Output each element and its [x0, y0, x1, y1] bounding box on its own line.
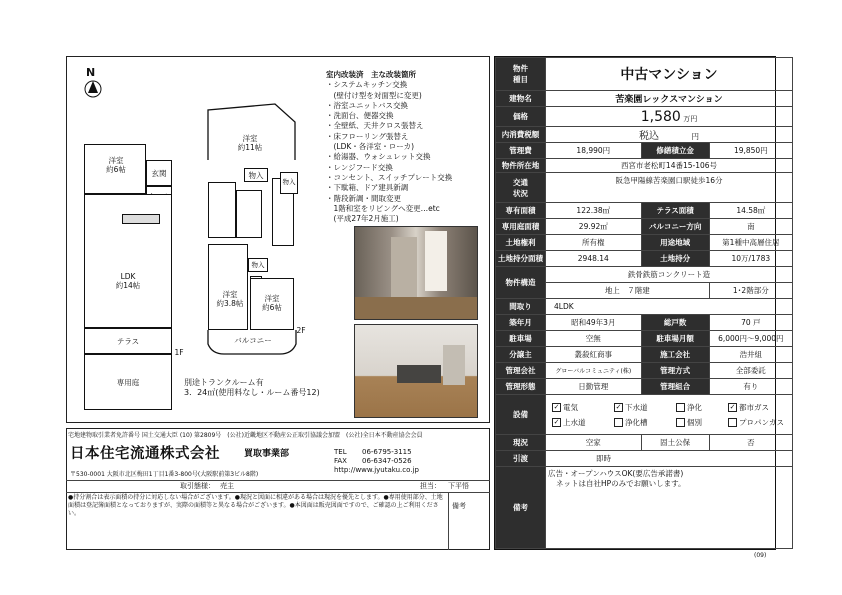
separator [66, 480, 490, 481]
layout: 4LDK [546, 299, 793, 315]
contact-label: 担当： [420, 482, 441, 490]
kind-label: 物件 種目 [496, 58, 546, 91]
price-cell [546, 107, 793, 127]
room-study-label: 洋室 約6帖 [262, 294, 282, 312]
renovation-item: (平成27年2月施工) [326, 214, 399, 224]
mgmt-fee: 18,990円 [546, 143, 642, 159]
separator [66, 492, 490, 493]
kitchen-counter [122, 214, 160, 224]
zoning: 第1種中高層住居 [709, 235, 792, 251]
room-western-b-label: 洋室 約11帖 [237, 134, 263, 152]
checkbox-icon: ✓ [553, 403, 560, 411]
renovation-item: (壁付け型を対面型に変更) [326, 90, 422, 100]
renovation-item: ・コンセント、スイッチプレート交換 [326, 172, 453, 182]
floor-mark-2f: 2F [296, 326, 306, 335]
tel-number: 06-6795-3115 [362, 448, 412, 456]
renovation-item: ・給湯器、ウォシュレット交換 [326, 152, 431, 162]
rights-label: 土地権利 [496, 235, 546, 251]
trunk-room-line1: 別途トランクルーム有 [184, 378, 264, 387]
guard: 否 [709, 435, 792, 451]
room-western-c-label: 洋室 約3.8帖 [216, 290, 244, 308]
address: 〒530-0001 大阪市北区梅田1丁目1番3-800号(大阪駅前第3ビル8階) [70, 471, 259, 478]
trunk-room-line2: 3．24㎡(使用料なし・ルーム番号12) [184, 388, 320, 397]
building-name: 苦楽園レックスマンション [546, 91, 793, 107]
price-unit: 万円 [683, 114, 698, 123]
photo-ldk [354, 324, 478, 418]
equip-item-label: 浄化 [687, 402, 702, 412]
license-line: 宅地建物取引業者免許番号 国土交通大臣 (10) 第2809号 (公社)近畿地区不動産公正取引協議会加盟 (公社)全日本不動産協会会員 [68, 432, 423, 439]
checkbox-icon [614, 418, 623, 427]
mgmt-label: 管理費 [496, 143, 546, 159]
checkbox-icon: ✓ [729, 403, 736, 411]
price-value: 1,580 [640, 108, 681, 125]
form-label: 管理形態 [496, 379, 546, 395]
area-label: 専有面積 [496, 203, 546, 219]
fax-number: 06-6347-0526 [362, 457, 412, 465]
mgmt-type: 全部委託 [709, 363, 792, 379]
parking-fee: 6,000円～9,000円 [709, 331, 792, 347]
tax-label: 内消費税額 [496, 127, 546, 143]
transaction-label: 取引態様： [180, 482, 215, 490]
floors-total: 地上 ７階建 [546, 283, 710, 299]
zone-label: 用途地域 [641, 235, 709, 251]
repair-fee: 19,850円 [709, 143, 792, 159]
balcony-direction: 南 [709, 219, 792, 235]
room-balcony-label: バルコニー [234, 336, 272, 345]
equip-item [614, 415, 676, 430]
checkbox-icon [676, 403, 685, 412]
address-label: 物件所在地 [496, 159, 546, 173]
property-kind: 中古マンション [546, 58, 793, 91]
tax-value: 税込 [639, 131, 660, 142]
equip-item [552, 415, 614, 430]
equip-item [552, 400, 614, 415]
property-address: 西宮市老松町14番15-106号 [546, 159, 793, 173]
equip-item [614, 400, 676, 415]
builder-label: 施工会社 [641, 347, 709, 363]
room-parking-label: 専用庭 [116, 378, 140, 387]
photo-hallway [354, 226, 478, 320]
status-label: 現況 [496, 435, 546, 451]
renovation-item: ・下駄箱、ドア建具新調 [326, 183, 409, 193]
bath [236, 190, 262, 238]
equip-item-label: 上水道 [563, 417, 586, 427]
tax-unit: 円 [691, 132, 699, 141]
room-ldk-label: LDK 約14帖 [115, 272, 141, 290]
equip-item-label: 個別 [687, 417, 702, 427]
equip-item [728, 400, 790, 415]
fax-label: FAX [334, 457, 347, 465]
garden-area: 29.92㎡ [546, 219, 642, 235]
transport: 阪急甲陽線苦楽園口駅徒歩16分 [546, 173, 793, 203]
remarks-line: ネットは自社HPのみでお願いします。 [556, 479, 686, 488]
direction-label: バルコニー方向 [641, 219, 709, 235]
land-area: 2948.14 [546, 251, 642, 267]
repair-label: 修繕積立金 [641, 143, 709, 159]
share-label: 土地持分 [641, 251, 709, 267]
floor-mark-1f: 1F [174, 348, 184, 357]
guard-label: 固土公保 [641, 435, 709, 451]
staff-label: 管理組合 [641, 379, 709, 395]
company-dept: 買取事業部 [244, 449, 290, 459]
mgr-label: 管理会社 [496, 363, 546, 379]
seller-label: 分譲主 [496, 347, 546, 363]
units-label: 総戸数 [641, 315, 709, 331]
renovation-item: ・全壁紙、天井クロス張替え [326, 121, 424, 131]
renovation-item: ・洗面台、便器交換 [326, 111, 394, 121]
parking-label: 駐車場 [496, 331, 546, 347]
built-label: 築年月 [496, 315, 546, 331]
total-units: 70 戸 [709, 315, 792, 331]
renovation-item: ・浴室ユニットバス交換 [326, 100, 409, 110]
equip-row-1 [552, 400, 790, 415]
footer-code: (09) [754, 552, 767, 559]
renovation-item: (LDK・各洋室・ローカ) [326, 142, 415, 152]
mgmt-association: 有り [709, 379, 792, 395]
equip-item-label: プロパンガス [739, 417, 784, 427]
land-share: 10万/1783 [709, 251, 792, 267]
checkbox-icon: ✓ [615, 403, 622, 411]
mgmt-type-label: 管理方式 [641, 363, 709, 379]
land-rights: 所有権 [546, 235, 642, 251]
floor2-outline [205, 102, 305, 162]
checkbox-icon [676, 418, 685, 427]
handover-label: 引渡 [496, 451, 546, 467]
renovation-item: ・階段新調・間取変更 [326, 193, 401, 203]
garden-label: 専用庭面積 [496, 219, 546, 235]
checkbox-icon [728, 418, 737, 427]
url[interactable]: http://www.jyutaku.co.jp [334, 466, 419, 474]
renovation-item: ・床フローリング張替え [326, 131, 409, 141]
builder: 浩井組 [709, 347, 792, 363]
equip-row-2 [552, 415, 790, 430]
transaction-value: 売主 [220, 482, 234, 490]
equip-item [676, 400, 728, 415]
handover: 即時 [546, 451, 793, 467]
remarks [546, 467, 793, 549]
terrace-area: 14.58㎡ [709, 203, 792, 219]
equip-item-label: 下水道 [625, 402, 648, 412]
parking: 空無 [546, 331, 642, 347]
equip-label: 設備 [496, 395, 546, 435]
mgmt-company: グローバルコミュニティ(株) [546, 363, 642, 379]
parkfee-label: 駐車場月額 [641, 331, 709, 347]
seller: 叢殺紅商事 [546, 347, 642, 363]
closet-c-label: 物入 [251, 261, 265, 269]
status: 空家 [546, 435, 642, 451]
landarea-label: 土地持分面積 [496, 251, 546, 267]
room-terrace-label: テラス [116, 337, 140, 346]
renovation-item: ・システムキッチン交換 [326, 80, 408, 90]
room-western-c [208, 244, 248, 330]
contact-value: 下平悟 [448, 482, 469, 490]
tax-cell [546, 127, 793, 143]
mgmt-form: 日勤管理 [546, 379, 642, 395]
equip-item-label: 浄化槽 [625, 417, 648, 427]
terrace-label: テラス面積 [641, 203, 709, 219]
area: 122.38㎡ [546, 203, 642, 219]
renovation-item: 1階和室をリビングへ変更…etc [326, 203, 440, 213]
floors-unit: 1･2階部分 [709, 283, 792, 299]
equip-item [728, 415, 790, 430]
company-name: 日本住宅流通株式会社 [70, 446, 220, 462]
remarks-line: 広告・オープンハウスOK(要広告承諾書) [548, 469, 684, 478]
built-date: 昭和49年3月 [546, 315, 642, 331]
disclaimer: ●持分割合は表示面積の持分に対応しない場合がございます。●現況と図面に相違がある場合は現況を優先とします。●専用使用部分、土地面積は登記簿面積となっておりますが、実際の面積等と異なる場合がございます。●本図面は販売図面ですので、ご確認の上ご利用ください。 [68, 494, 443, 517]
structure: 鉄骨鉄筋コンクリート造 [546, 267, 793, 283]
renovation-title: 室内改装済 主な改装箇所 [326, 70, 416, 79]
closet-b-label: 物入 [282, 178, 296, 186]
name-label: 建物名 [496, 91, 546, 107]
checkbox-icon: ✓ [553, 418, 560, 426]
tel-label: TEL [334, 448, 347, 456]
compass [82, 68, 104, 98]
structure-label: 物件構造 [496, 267, 546, 299]
renovation-list [326, 70, 486, 224]
equip-item-label: 電気 [563, 402, 578, 412]
agent-remarks-label: 備考 [452, 502, 466, 510]
closet-a-label: 物入 [248, 171, 264, 180]
equip-item [676, 415, 728, 430]
price-label: 価格 [496, 107, 546, 127]
remarks-label: 備考 [496, 467, 546, 549]
room-entrance-label: 玄関 [151, 169, 167, 178]
equipment [546, 395, 793, 435]
layout-label: 間取り [496, 299, 546, 315]
room-washroom [208, 182, 236, 238]
trunk-room-note [184, 378, 350, 398]
north-arrow-icon [82, 78, 104, 98]
renovation-item: ・レンジフード交換 [326, 162, 393, 172]
equip-item-label: 都市ガス [739, 402, 769, 412]
room-western-a-label: 洋室 約6帖 [106, 156, 126, 174]
compass-label: N [86, 66, 96, 79]
transport-label: 交通 状況 [496, 173, 546, 203]
disclaimer-divider [448, 492, 449, 550]
spec-table [494, 56, 784, 550]
